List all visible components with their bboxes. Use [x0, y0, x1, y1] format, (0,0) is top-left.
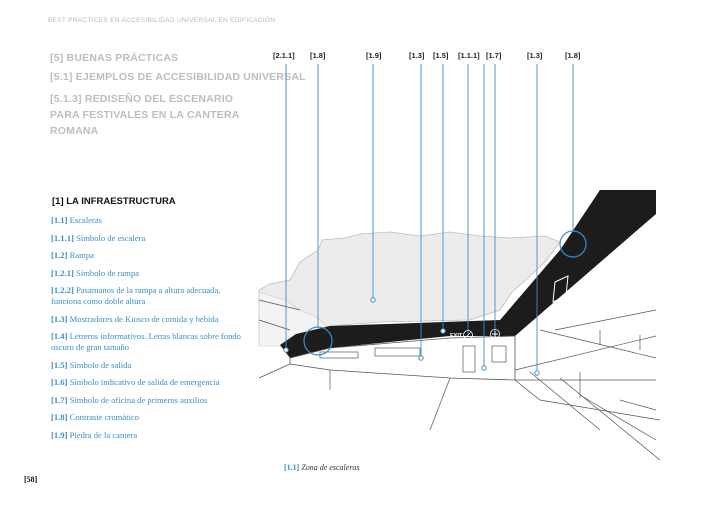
heading-examples: [5.1] EJEMPLOS DE ACCESIBILIDAD UNIVERSAL — [50, 71, 306, 83]
legend-item — [51, 395, 251, 406]
legend-code: [1.1] — [51, 215, 68, 225]
legend-item — [51, 268, 251, 279]
legend-item — [51, 331, 251, 353]
heading-best-practices: [5] BUENAS PRÁCTICAS — [50, 52, 179, 64]
marker-2-1-1: [2.1.1] — [273, 51, 295, 60]
legend-text: Escaleras — [69, 215, 103, 225]
page-number: [58] — [24, 475, 38, 484]
legend-item — [51, 250, 251, 261]
caption-text: Zona de escaleras — [301, 463, 360, 472]
legend-item — [51, 285, 251, 307]
legend-code: [1.1.1] — [51, 232, 74, 243]
legend-item — [51, 377, 251, 388]
legend-code: [1.2] — [51, 250, 68, 260]
legend-code: [1.7] — [51, 394, 68, 405]
legend-text: Mostradores de Kiosco de comida y bebida — [69, 313, 219, 324]
legend-item — [51, 233, 251, 244]
legend-text: Símbolo de oficina de primeros auxilios — [69, 394, 208, 405]
legend-text: Letreros informativos. Letras blancas sobre fondo oscuro de gran tamaño — [51, 331, 241, 352]
legend-code: [1.5] — [51, 359, 68, 370]
legend-code: [1.6] — [51, 377, 68, 387]
legend-text: Símbolo de escalera — [76, 232, 146, 243]
marker-1-3-left: [1.3] — [409, 51, 425, 60]
heading-redesign: [5.1.3] REDISEÑO DEL ESCENARIO PARA FESTIVALES EN LA CANTERA ROMANA — [50, 93, 240, 137]
legend-text: Pasamanos de la rampa a altura adecuada, funciona como doble altura — [51, 285, 221, 306]
legend-item — [51, 360, 251, 371]
marker-1-3-right: [1.3] — [527, 51, 543, 60]
marker-1-8-right: [1.8] — [565, 51, 581, 60]
legend-text: Símbolo de rampa — [76, 267, 140, 278]
legend-code: [1.2.1] — [51, 267, 74, 278]
marker-1-5: [1.5] — [433, 51, 449, 60]
legend-text: Piedra de la cantera — [69, 429, 138, 440]
legend-item — [51, 430, 251, 441]
section-title: [1] LA INFRAESTRUCTURA — [52, 196, 176, 207]
legend-code: [1.8] — [51, 412, 68, 422]
marker-1-9: [1.9] — [366, 51, 382, 60]
running-header: BEST PRACTICES EN ACCESIBILIDAD UNIVERSAL EN EDIFICACIÓN — [48, 17, 276, 24]
legend-item — [51, 215, 251, 226]
legend-code: [1.2.2] — [51, 285, 74, 295]
legend-item — [51, 314, 251, 325]
legend-item — [51, 412, 251, 423]
legend-text: Símbolo indicativo de salida de emergencia — [69, 377, 220, 387]
legend-text: Símbolo de salida — [69, 359, 132, 370]
caption-code: [1.1] — [284, 463, 300, 472]
exit-sign-text: EXIT — [450, 333, 463, 339]
marker-1-8-left: [1.8] — [310, 51, 326, 60]
stage-illustration — [255, 60, 675, 460]
legend-list — [51, 215, 251, 447]
legend-text: Rampa — [69, 250, 94, 260]
legend-code: [1.4] — [51, 331, 68, 341]
legend-code: [1.3] — [51, 313, 68, 324]
figure-caption — [284, 463, 360, 472]
legend-code: [1.9] — [51, 429, 68, 440]
marker-1-1-1: [1.1.1] — [458, 51, 480, 60]
marker-1-7: [1.7] — [486, 51, 502, 60]
legend-text: Contraste cromático — [69, 412, 140, 422]
